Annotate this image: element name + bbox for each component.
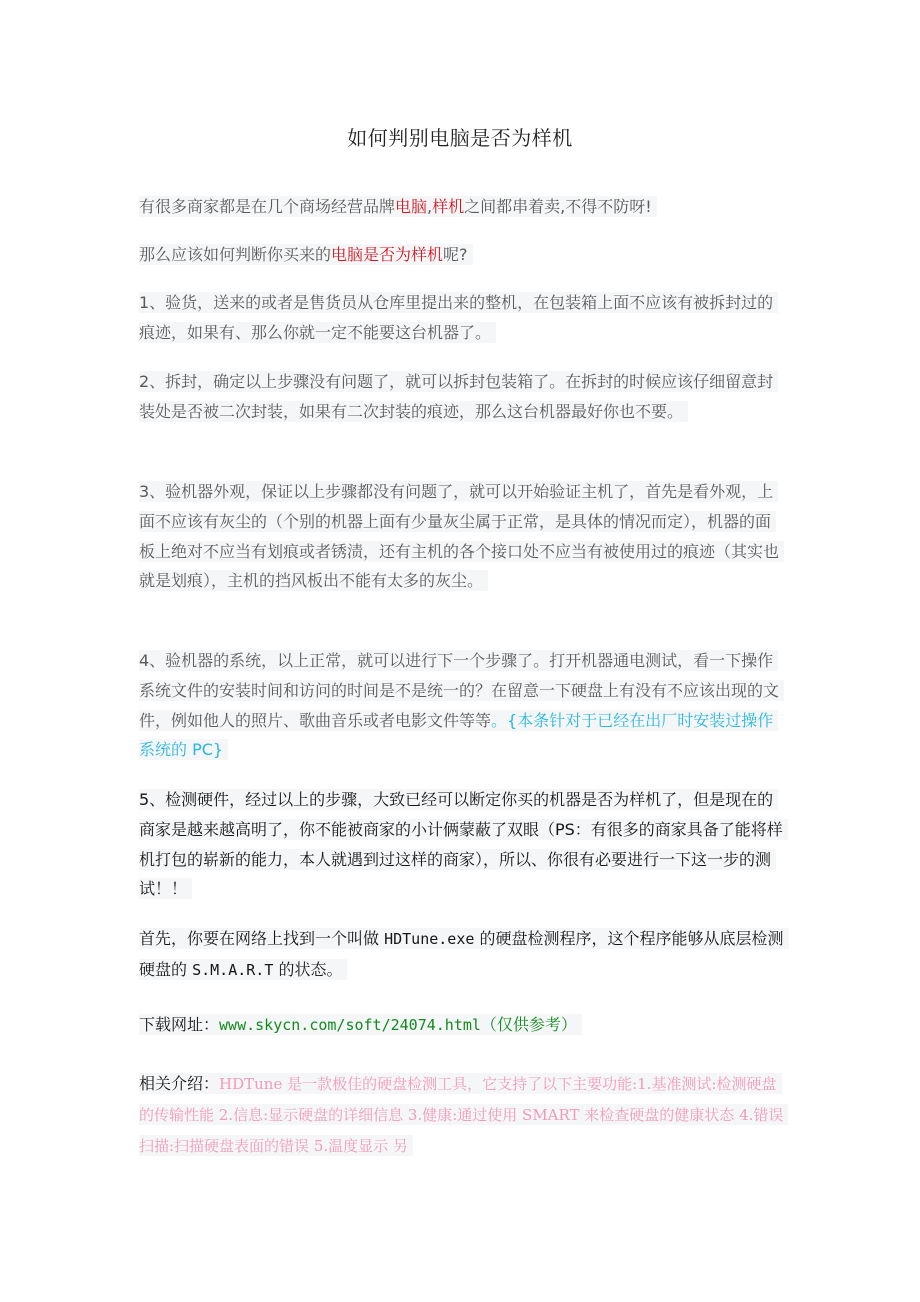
question-text-start: 那么应该如何判断你买来的 [139, 245, 332, 264]
intro-text-end: 之间都串着卖,不得不防呀! [464, 197, 652, 216]
hdtune-program-name: HDTune.exe [384, 930, 475, 948]
download-label: 下载网址： [139, 1015, 220, 1034]
download-note: （仅供参考） [480, 1015, 577, 1034]
hdtune-text-middle: 的硬盘检测程序，这个程序能够从底层检测硬盘的 [139, 929, 784, 979]
step-2-text: 2、拆封，确定以上步骤没有问题了，就可以拆封包装箱了。在拆封的时候应该仔细留意封装处是否被二次封装，如果有二次封装的痕迹，那么这台机器最好你也不要。 [139, 371, 778, 422]
paragraph-step-5 [139, 785, 784, 904]
step-1-text: 1、验货，送来的或者是售货员从仓库里提出来的整机，在包装箱上面不应该有被拆封过的痕迹，如果有、那么你就一定不能要这台机器了。 [139, 292, 778, 343]
intro-keyword-computer: 电脑 [395, 197, 428, 216]
step-4-text: 4、验机器的系统，以上正常，就可以进行下一个步骤了。打开机器通电测试，看一下操作系统文件的安装时间和访问的时间是不是统一的？在留意一下硬盘上有没有不应该出现的文件，例如他人的照片、歌曲音乐或者电影文件等等 [139, 651, 780, 730]
question-text-end: 呢? [443, 245, 468, 264]
related-body: HDTune 是一款极佳的硬盘检测工具，它支持了以下主要功能:1.基准测试:检测硬盘的传输性能 2.信息:显示硬盘的详细信息 3.健康:通过使用 SMART 来检查硬盘的健康状态 4.错误扫描:扫描硬盘表面的错误 5.温度显示 另 [139, 1075, 784, 1155]
document-title: 如何判别电脑是否为样机 [347, 126, 573, 150]
question-keyword: 电脑是否为样机 [331, 245, 444, 264]
paragraph-question [139, 240, 784, 270]
intro-separator: , [427, 197, 433, 216]
hdtune-smart-term: S.M.A.R.T [192, 960, 274, 979]
step-3-text: 3、验机器外观，保证以上步骤都没有问题了，就可以开始验证主机了，首先是看外观，上面不应该有灰尘的（个别的机器上面有少量灰尘属于正常，是具体的情况而定），机器的面板上绝对不应当有划痕或者锈渍，还有主机的各个接口处不应当有被使用过的痕迹（其实也就是划痕），主机的挡风板出不能有太多的灰尘。 [139, 481, 784, 591]
intro-text-start: 有很多商家都是在几个商场经营品牌 [139, 197, 396, 216]
paragraph-step-2 [139, 367, 784, 427]
paragraph-related-intro [139, 1069, 784, 1161]
step-4-note: 。{本条针对于已经在出厂时安装过操作系统的 PC} [139, 710, 774, 760]
download-link[interactable]: www.skycn.com/soft/24074.html [219, 1016, 481, 1034]
hdtune-text-end: 的状态。 [273, 959, 343, 979]
step-5-text: 5、检测硬件，经过以上的步骤，大致已经可以断定你买的机器是否为样机了，但是现在的商家是越来越高明了，你不能被商家的小计俩蒙蔽了双眼（PS：有很多的商家具备了能将样机打包的崭新的能力，本人就遇到过这样的商家），所以、你很有必要进行一下这一步的测试！！ [139, 789, 788, 899]
paragraph-step-1 [139, 288, 784, 348]
paragraph-step-3 [139, 477, 784, 596]
paragraph-download [139, 1010, 784, 1041]
paragraph-hdtune [139, 924, 784, 986]
paragraph-intro [139, 192, 784, 222]
intro-keyword-sample: 样机 [432, 197, 465, 216]
hdtune-text-start: 首先，你要在网络上找到一个叫做 [139, 929, 385, 948]
related-label: 相关介绍： [139, 1074, 220, 1093]
paragraph-step-4 [139, 646, 784, 765]
